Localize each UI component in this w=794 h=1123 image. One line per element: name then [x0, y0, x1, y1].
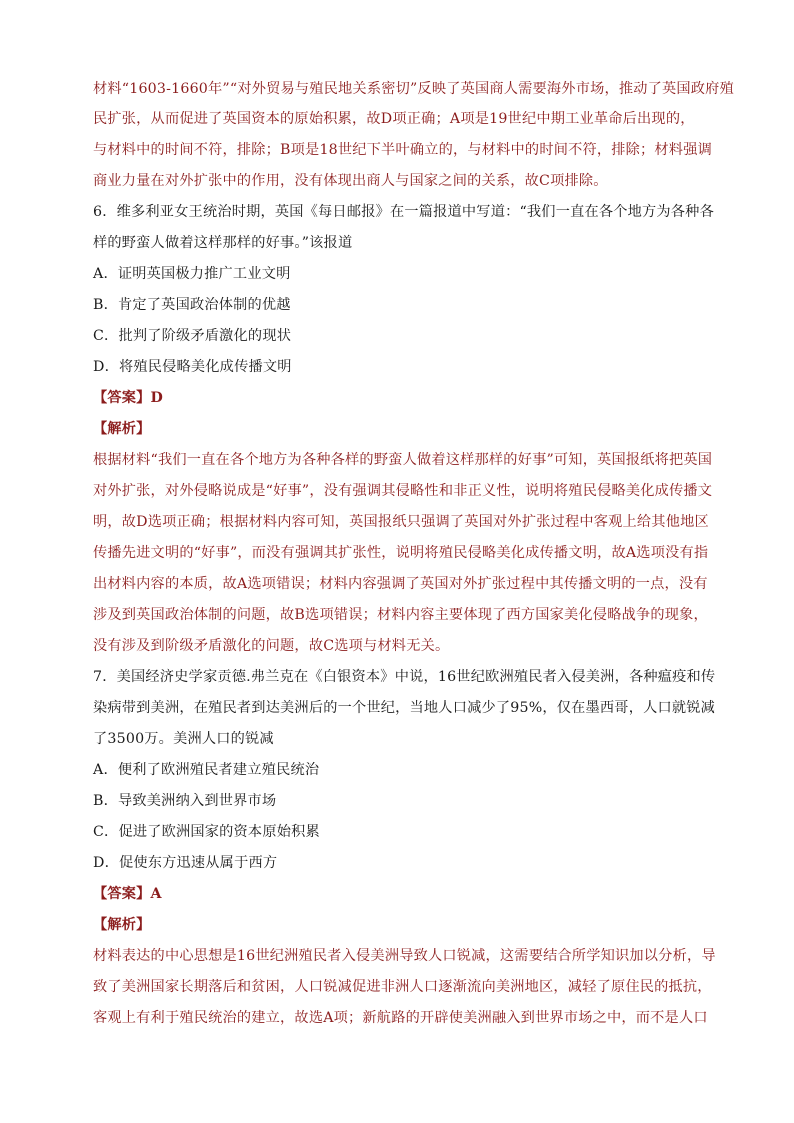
question-6-analysis-line: 传播先进文明的“好事”，而没有强调其扩张性，说明将殖民侵略美化成传播文明，故A选项没有指: [93, 545, 709, 561]
question-7-option-d: D．促使东方迅速从属于西方: [93, 855, 278, 871]
question-7-stem: 了3500万。美洲人口的锐减: [93, 731, 274, 747]
question-6-analysis-line: 没有涉及到阶级矛盾激化的问题，故C选项与材料无关。: [93, 638, 450, 654]
explanation-line: 材料“1603-1660年”“对外贸易与殖民地关系密切”反映了英国商人需要海外市场，推动了英国政府殖: [93, 81, 734, 97]
question-6-analysis-line: 明，故D选项正确；根据材料内容可知，英国报纸只强调了英国对外扩张过程中客观上给其他地区: [93, 514, 709, 530]
question-7-answer: 【答案】A: [93, 886, 162, 902]
question-7-option-a: A．便利了欧洲殖民者建立殖民统治: [93, 762, 320, 778]
question-6-option-d: D．将殖民侵略美化成传播文明: [93, 359, 292, 375]
question-7-analysis-tag: 【解析】: [93, 917, 151, 933]
question-6-option-c: C．批判了阶级矛盾激化的现状: [93, 328, 292, 344]
question-6-analysis-line: 根据材料“我们一直在各个地方为各种各样的野蛮人做着这样那样的好事”可知，英国报纸将把英国: [93, 452, 713, 468]
explanation-line: 商业力量在对外扩张中的作用，没有体现出商人与国家之间的关系，故C项排除。: [93, 173, 608, 189]
question-7-option-c: C．促进了欧洲国家的资本原始积累: [93, 824, 320, 840]
question-6-analysis-tag: 【解析】: [93, 421, 151, 437]
question-6-option-b: B．肯定了英国政治体制的优越: [93, 297, 291, 313]
question-6-option-a: A．证明英国极力推广工业文明: [93, 266, 291, 282]
question-6-analysis-line: 对外扩张，对外侵略说成是“好事”，没有强调其侵略性和非正义性，说明将殖民侵略美化成传播文: [93, 483, 713, 499]
question-7-option-b: B．导致美洲纳入到世界市场: [93, 793, 277, 809]
question-7-stem: 染病带到美洲，在殖民者到达美洲后的一个世纪，当地人口减少了95%，仅在墨西哥，人口就锐减: [93, 700, 716, 716]
question-6-answer: 【答案】D: [93, 390, 164, 406]
explanation-line: 与材料中的时间不符，排除；B项是18世纪下半叶确立的，与材料中的时间不符，排除；材料强调: [93, 142, 712, 158]
question-7-analysis-line: 材料表达的中心思想是16世纪洲殖民者入侵美洲导致人口锐减，这需要结合所学知识加以分析，导: [93, 948, 716, 964]
explanation-line: 民扩张，从而促进了英国资本的原始积累，故D项正确；A项是19世纪中期工业革命后出现的，: [93, 111, 695, 127]
question-7-stem: 7．美国经济史学家贡德.弗兰克在《白银资本》中说，16世纪欧洲殖民者入侵美洲，各种瘟疫和传: [93, 669, 716, 685]
question-6-analysis-line: 涉及到英国政治体制的问题，故B选项错误；材料内容主要体现了西方国家美化侵略战争的现象，: [93, 607, 708, 623]
question-6-analysis-line: 出材料内容的本质，故A选项错误；材料内容强调了英国对外扩张过程中其传播文明的一点，没有: [93, 576, 708, 592]
question-7-analysis-line: 致了美洲国家长期落后和贫困，人口锐减促进非洲人口逐渐流向美洲地区，减轻了原住民的抵抗，: [93, 979, 712, 995]
question-6-stem: 6．维多利亚女王统治时期，英国《每日邮报》在一篇报道中写道：“我们一直在各个地方为各种各: [93, 204, 714, 220]
question-7-analysis-line: 客观上有利于殖民统治的建立，故选A项；新航路的开辟使美洲融入到世界市场之中，而不是人口: [93, 1010, 708, 1026]
question-6-stem: 样的野蛮人做着这样那样的好事。”该报道: [93, 235, 353, 251]
